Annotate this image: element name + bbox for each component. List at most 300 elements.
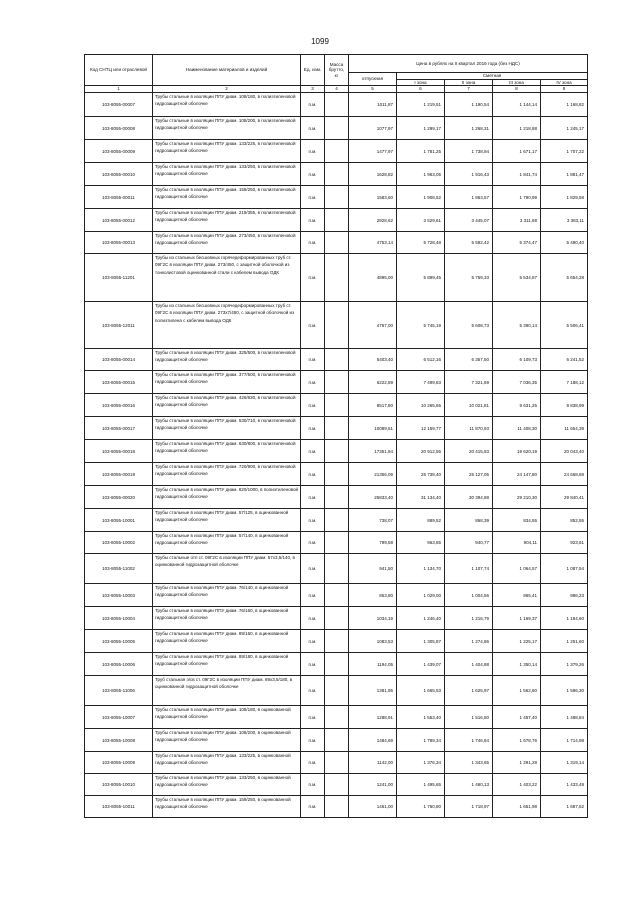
row-code: 103-8055-11006 <box>85 676 153 706</box>
row-unit: п.м. <box>301 532 325 554</box>
header-zone-3: III зона <box>493 79 541 86</box>
row-name <box>153 584 301 607</box>
header-estimate: Сметная <box>397 73 588 80</box>
row-name <box>153 394 301 417</box>
row-release-price: 799,58 <box>349 532 397 554</box>
row-mass <box>325 584 349 607</box>
row-name-text: Трубы стальные в изоляции ППУ диам. 108/180, в оцинкованной гидрозащитной оболочке <box>155 707 291 720</box>
row-name-text: Трубы стальные в изоляции ППУ диам. 108/200, в полиэтиленовой гидрозащитной оболочке <box>155 118 296 131</box>
row-zone-1-price: 1 553,40 <box>397 706 445 729</box>
table-row <box>85 302 588 349</box>
row-zone-2-price: 1 460,13 <box>445 774 493 796</box>
row-release-price: 2928,62 <box>349 209 397 232</box>
header-code: Код СНТЦ или отраслевой <box>85 55 153 86</box>
row-release-price: 25833,40 <box>349 486 397 509</box>
row-zone-1-price: 1 781,25 <box>397 140 445 163</box>
row-unit: п.м. <box>301 729 325 752</box>
header-mass: Масса брутто, кг <box>325 55 349 86</box>
row-code: 103-8055-00014 <box>85 349 153 371</box>
row-zone-4-price: 1 881,47 <box>541 163 588 186</box>
row-zone-2-price: 20 415,83 <box>445 440 493 463</box>
row-zone-1-price: 1 665,53 <box>397 676 445 706</box>
row-release-price: 10089,51 <box>349 417 397 440</box>
row-zone-3-price: 1 169,37 <box>493 607 541 630</box>
row-unit: п.м. <box>301 371 325 394</box>
row-unit: п.м. <box>301 653 325 676</box>
row-zone-1-price: 12 159,77 <box>397 417 445 440</box>
price-table <box>84 54 588 818</box>
row-unit: п.м. <box>301 140 325 163</box>
row-code: 103-8055-00017 <box>85 417 153 440</box>
table-body <box>85 93 588 818</box>
row-unit: п.м. <box>301 417 325 440</box>
table-row <box>85 729 588 752</box>
row-zone-2-price: 1 004,56 <box>445 584 493 607</box>
row-code: 103-8055-10008 <box>85 729 153 752</box>
row-mass <box>325 486 349 509</box>
row-zone-4-price: 852,55 <box>541 509 588 532</box>
row-unit: п.м. <box>301 349 325 371</box>
table-row <box>85 186 588 209</box>
column-number: 7 <box>445 86 493 93</box>
row-unit: п.м. <box>301 186 325 209</box>
row-name <box>153 653 301 676</box>
row-zone-1-price: 5 728,48 <box>397 232 445 254</box>
row-zone-3-price: 1 678,76 <box>493 729 541 752</box>
row-name <box>153 796 301 818</box>
row-zone-4-price: 1 707,22 <box>541 140 588 163</box>
row-release-price: 6222,89 <box>349 371 397 394</box>
row-zone-1-price: 1 439,07 <box>397 653 445 676</box>
row-code: 103-8055-00015 <box>85 371 153 394</box>
row-zone-4-price: 1 379,26 <box>541 653 588 676</box>
row-zone-4-price: 29 840,41 <box>541 486 588 509</box>
row-mass <box>325 653 349 676</box>
row-mass <box>325 254 349 302</box>
table-row <box>85 163 588 186</box>
row-release-price: 1034,19 <box>349 607 397 630</box>
row-zone-1-price: 1 299,17 <box>397 117 445 140</box>
row-release-price: 1241,00 <box>349 774 397 796</box>
row-zone-2-price: 1 404,88 <box>445 653 493 676</box>
row-name-text: Трубы из стальных бесшовных горячедеформированных труб ст. 09Г2С в изоляции ППУ диам. 273х7/450, с защитной оболочкой из полиэтилена с кабелем вывода ОДК <box>155 303 295 323</box>
table-row <box>85 752 588 774</box>
column-number: 9 <box>541 86 588 93</box>
row-zone-4-price: 986,23 <box>541 584 588 607</box>
row-mass <box>325 209 349 232</box>
row-mass <box>325 163 349 186</box>
table-row <box>85 463 588 486</box>
row-zone-3-price: 5 374,47 <box>493 232 541 254</box>
row-code: 103-8055-11002 <box>85 554 153 584</box>
table-row <box>85 607 588 630</box>
row-zone-1-price: 25 738,40 <box>397 463 445 486</box>
row-zone-1-price: 1 963,05 <box>397 163 445 186</box>
column-number: 3 <box>301 86 325 93</box>
row-zone-2-price: 1 718,97 <box>445 796 493 818</box>
row-code: 103-8055-00019 <box>85 463 153 486</box>
row-zone-4-price: 20 043,40 <box>541 440 588 463</box>
table-row <box>85 394 588 417</box>
row-code: 103-8055-00010 <box>85 163 153 186</box>
header-zone-2: II зона <box>445 79 493 86</box>
row-mass <box>325 729 349 752</box>
row-name <box>153 630 301 653</box>
row-name-text: Трубы стальные в изоляции ППУ диам. 57/140, в оцинкованной гидрозащитной оболочке <box>155 533 289 546</box>
row-zone-1-price: 1 246,40 <box>397 607 445 630</box>
row-mass <box>325 232 349 254</box>
row-release-price: 1484,69 <box>349 729 397 752</box>
row-zone-4-price: 5 654,28 <box>541 254 588 302</box>
table-row <box>85 232 588 254</box>
row-name <box>153 371 301 394</box>
row-code: 103-8055-00007 <box>85 93 153 117</box>
row-name <box>153 93 301 117</box>
row-release-price: 1142,00 <box>349 752 397 774</box>
row-zone-2-price: 1 746,84 <box>445 729 493 752</box>
column-number: 8 <box>493 86 541 93</box>
row-name-text: Трубы стальные в изоляции ППУ диам. 219/355, в полиэтиленовой гидрозащитной оболочке <box>155 210 296 223</box>
row-name <box>153 140 301 163</box>
row-unit: п.м. <box>301 584 325 607</box>
row-zone-3-price: 834,55 <box>493 509 541 532</box>
row-zone-2-price: 11 870,93 <box>445 417 493 440</box>
row-code: 103-8055-12011 <box>85 302 153 349</box>
row-name <box>153 349 301 371</box>
table-row <box>85 371 588 394</box>
row-unit: п.м. <box>301 394 325 417</box>
row-unit: п.м. <box>301 706 325 729</box>
row-zone-1-price: 6 512,16 <box>397 349 445 371</box>
row-zone-3-price: 5 534,87 <box>493 254 541 302</box>
row-unit: п.м. <box>301 254 325 302</box>
row-name <box>153 254 301 302</box>
row-zone-3-price: 904,11 <box>493 532 541 554</box>
row-code: 103-8055-00011 <box>85 186 153 209</box>
row-mass <box>325 463 349 486</box>
row-name <box>153 486 301 509</box>
row-zone-1-price: 963,65 <box>397 532 445 554</box>
row-zone-2-price: 1 216,79 <box>445 607 493 630</box>
row-zone-1-price: 10 265,65 <box>397 394 445 417</box>
row-zone-3-price: 1 218,88 <box>493 117 541 140</box>
row-release-price: 1583,60 <box>349 186 397 209</box>
row-zone-4-price: 1 087,54 <box>541 554 588 584</box>
header-release: отпускная <box>349 73 397 86</box>
row-release-price: 1083,53 <box>349 630 397 653</box>
header-zone-4: IV зона <box>541 79 588 86</box>
row-name-text: Трубы стальные в изоляции ППУ диам. 159/250, в оцинкованной гидрозащитной оболочке <box>155 797 291 810</box>
row-mass <box>325 394 349 417</box>
column-number: 4 <box>325 86 349 93</box>
row-unit: п.м. <box>301 232 325 254</box>
row-zone-2-price: 10 021,81 <box>445 394 493 417</box>
table-row <box>85 676 588 706</box>
row-zone-3-price: 11 408,30 <box>493 417 541 440</box>
table-row <box>85 93 588 117</box>
row-unit: п.м. <box>301 752 325 774</box>
row-mass <box>325 186 349 209</box>
row-name <box>153 607 301 630</box>
row-mass <box>325 554 349 584</box>
row-zone-4-price: 1 596,30 <box>541 676 588 706</box>
row-zone-4-price: 3 383,11 <box>541 209 588 232</box>
row-zone-3-price: 1 562,60 <box>493 676 541 706</box>
row-zone-1-price: 1 305,87 <box>397 630 445 653</box>
row-zone-1-price: 1 760,80 <box>397 796 445 818</box>
row-zone-3-price: 6 109,73 <box>493 349 541 371</box>
column-number: 6 <box>397 86 445 93</box>
row-zone-1-price: 1 376,34 <box>397 752 445 774</box>
row-name <box>153 232 301 254</box>
row-name <box>153 302 301 349</box>
row-zone-2-price: 1 863,57 <box>445 186 493 209</box>
row-release-price: 1011,87 <box>349 93 397 117</box>
row-unit: п.м. <box>301 486 325 509</box>
row-name-text: Трубы из стальных бесшовных горячедеформированных труб ст. 09Г2С в изоляции ППУ диам. 273/450, с защитной оболочкой из тонколистовой оцинкованной стали с кабелем вывода ОДК <box>155 255 292 275</box>
row-zone-2-price: 5 592,42 <box>445 232 493 254</box>
row-unit: п.м. <box>301 163 325 186</box>
row-name-text: Трубы стальные в изоляции ППУ диам. 720/900, в полиэтиленовой гидрозащитной оболочке <box>155 464 296 477</box>
row-code: 103-8055-00008 <box>85 117 153 140</box>
row-name <box>153 554 301 584</box>
row-zone-2-price: 7 321,69 <box>445 371 493 394</box>
table-row <box>85 796 588 818</box>
row-release-price: 1381,95 <box>349 676 397 706</box>
table-row <box>85 117 588 140</box>
row-zone-1-price: 1 908,52 <box>397 186 445 209</box>
row-zone-4-price: 1 194,60 <box>541 607 588 630</box>
column-number: 5 <box>349 86 397 93</box>
row-zone-1-price: 31 134,40 <box>397 486 445 509</box>
row-name-text: Трубы стальные в изоляции ППУ диам. 426/630, в полиэтиленовой гидрозащитной оболочке <box>155 395 296 408</box>
row-mass <box>325 676 349 706</box>
row-zone-3-price: 1 841,74 <box>493 163 541 186</box>
column-number-row <box>85 86 588 93</box>
row-mass <box>325 752 349 774</box>
table-row <box>85 440 588 463</box>
row-zone-4-price: 1 245,17 <box>541 117 588 140</box>
header-name: Наименование материалов и изделий <box>153 55 301 86</box>
row-unit: п.м. <box>301 630 325 653</box>
table-row <box>85 774 588 796</box>
row-name <box>153 676 301 706</box>
row-code: 103-8055-11201 <box>85 254 153 302</box>
row-name <box>153 163 301 186</box>
row-name-text: Трубы стальные в изоляции ППУ диам. 630/800, в полиэтиленовой гидрозащитной оболочке <box>155 441 296 454</box>
row-unit: п.м. <box>301 117 325 140</box>
row-zone-2-price: 1 738,94 <box>445 140 493 163</box>
row-unit: п.м. <box>301 93 325 117</box>
row-zone-2-price: 5 608,73 <box>445 302 493 349</box>
row-code: 103-8055-10003 <box>85 584 153 607</box>
row-zone-2-price: 1 107,74 <box>445 554 493 584</box>
row-name-text: Трубы стальные в изоляции ППУ диам. 108/180, в полиэтиленовой гидрозащитной оболочке <box>155 94 296 107</box>
header-unit: Ед. изм. <box>301 55 325 86</box>
row-release-price: 853,80 <box>349 584 397 607</box>
row-name <box>153 752 301 774</box>
row-mass <box>325 532 349 554</box>
row-zone-3-price: 29 210,30 <box>493 486 541 509</box>
row-zone-4-price: 24 668,68 <box>541 463 588 486</box>
row-zone-4-price: 923,61 <box>541 532 588 554</box>
row-zone-3-price: 965,41 <box>493 584 541 607</box>
row-name <box>153 532 301 554</box>
row-name-text: Трубы стальные в изоляции ППУ диам. 273/450, в полиэтиленовой гидрозащитной оболочке <box>155 233 296 246</box>
row-zone-3-price: 9 631,25 <box>493 394 541 417</box>
row-zone-3-price: 24 147,80 <box>493 463 541 486</box>
row-release-price: 21356,09 <box>349 463 397 486</box>
row-release-price: 1477,97 <box>349 140 397 163</box>
row-zone-2-price: 1 516,50 <box>445 706 493 729</box>
row-mass <box>325 774 349 796</box>
row-zone-2-price: 5 759,33 <box>445 254 493 302</box>
row-zone-1-price: 7 499,83 <box>397 371 445 394</box>
row-unit: п.м. <box>301 209 325 232</box>
row-zone-3-price: 1 291,28 <box>493 752 541 774</box>
row-zone-1-price: 1 134,70 <box>397 554 445 584</box>
row-name-text: Трубы стальные в изоляции ППУ диам. 377/500, в полиэтиленовой гидрозащитной оболочке <box>155 372 296 385</box>
table-row <box>85 254 588 302</box>
row-code: 103-8055-00009 <box>85 140 153 163</box>
row-zone-4-price: 1 251,60 <box>541 630 588 653</box>
row-zone-3-price: 1 651,98 <box>493 796 541 818</box>
row-code: 103-8055-00016 <box>85 394 153 417</box>
row-name-text: Трубы стальные в изоляции ППУ диам. 159/250, в полиэтиленовой гидрозащитной оболочке <box>155 187 296 200</box>
row-zone-3-price: 1 790,99 <box>493 186 541 209</box>
table-row <box>85 706 588 729</box>
row-code: 103-8055-00013 <box>85 232 153 254</box>
row-zone-3-price: 1 403,22 <box>493 774 541 796</box>
row-zone-4-price: 11 654,39 <box>541 417 588 440</box>
row-zone-1-price: 20 912,56 <box>397 440 445 463</box>
row-name <box>153 417 301 440</box>
row-code: 103-8055-10009 <box>85 752 153 774</box>
row-unit: п.м. <box>301 676 325 706</box>
row-code: 103-8055-10001 <box>85 509 153 532</box>
table-row <box>85 509 588 532</box>
row-release-price: 1194,05 <box>349 653 397 676</box>
page-number: 1099 <box>311 37 329 46</box>
row-name-text: Трубы стальные в изоляции ППУ диам. 530/710, в полиэтиленовой гидрозащитной оболочке <box>155 418 296 431</box>
row-zone-2-price: 868,39 <box>445 509 493 532</box>
row-name <box>153 186 301 209</box>
row-release-price: 5403,40 <box>349 349 397 371</box>
row-zone-4-price: 1 168,82 <box>541 93 588 117</box>
row-release-price: 4895,00 <box>349 254 397 302</box>
row-code: 103-8055-10002 <box>85 532 153 554</box>
row-mass <box>325 371 349 394</box>
row-release-price: 738,07 <box>349 509 397 532</box>
row-zone-1-price: 1 029,00 <box>397 584 445 607</box>
row-release-price: 941,50 <box>349 554 397 584</box>
row-zone-2-price: 1 343,65 <box>445 752 493 774</box>
table-row <box>85 630 588 653</box>
row-name <box>153 117 301 140</box>
row-zone-3-price: 1 225,17 <box>493 630 541 653</box>
row-name-text: Трубы стальные в изоляции ППУ диам. 133/225, в оцинкованной гидрозащитной оболочке <box>155 753 291 766</box>
table-row <box>85 584 588 607</box>
row-code: 103-8055-10007 <box>85 706 153 729</box>
row-zone-3-price: 5 390,14 <box>493 302 541 349</box>
row-mass <box>325 417 349 440</box>
row-name <box>153 729 301 752</box>
row-zone-4-price: 6 241,52 <box>541 349 588 371</box>
row-name-text: Трубы стальные в изоляции ППУ диам. 57/125, в оцинкованной гидрозащитной оболочке <box>155 510 289 523</box>
table-row <box>85 417 588 440</box>
row-unit: п.м. <box>301 509 325 532</box>
row-zone-3-price: 7 036,35 <box>493 371 541 394</box>
row-zone-2-price: 1 625,97 <box>445 676 493 706</box>
row-release-price: 8517,80 <box>349 394 397 417</box>
row-name-text: Трубы стальные в изоляции ППУ диам. 89/160, в оцинкованной гидрозащитной оболочке <box>155 631 289 644</box>
row-name-text: Трубы стальные отп ст. 09Г2С в изоляции ППУ диам. 57х3,5/140, в оцинкованной гидрозащитной оболочке <box>155 555 295 568</box>
row-code: 103-8055-00012 <box>85 209 153 232</box>
row-release-price: 1461,00 <box>349 796 397 818</box>
row-release-price: 4753,14 <box>349 232 397 254</box>
row-zone-2-price: 25 127,05 <box>445 463 493 486</box>
row-zone-4-price: 7 188,12 <box>541 371 588 394</box>
table-row <box>85 209 588 232</box>
table-row <box>85 140 588 163</box>
row-release-price: 17351,94 <box>349 440 397 463</box>
row-name <box>153 706 301 729</box>
row-zone-4-price: 1 829,58 <box>541 186 588 209</box>
row-code: 103-8055-10011 <box>85 796 153 818</box>
row-code: 103-8055-10006 <box>85 653 153 676</box>
row-name-text: Трубы стальные в изоляции ППУ диам. 76/160, в оцинкованной гидрозащитной оболочке <box>155 608 289 621</box>
table-row <box>85 532 588 554</box>
row-zone-2-price: 940,77 <box>445 532 493 554</box>
row-unit: п.м. <box>301 463 325 486</box>
row-zone-2-price: 1 916,43 <box>445 163 493 186</box>
row-zone-4-price: 5 490,40 <box>541 232 588 254</box>
row-name <box>153 774 301 796</box>
row-mass <box>325 349 349 371</box>
row-zone-4-price: 1 488,84 <box>541 706 588 729</box>
column-number: 2 <box>153 86 301 93</box>
row-zone-4-price: 1 319,14 <box>541 752 588 774</box>
row-code: 103-8055-10005 <box>85 630 153 653</box>
row-zone-2-price: 3 445,07 <box>445 209 493 232</box>
row-zone-4-price: 1 687,62 <box>541 796 588 818</box>
row-unit: п.м. <box>301 774 325 796</box>
table-row <box>85 554 588 584</box>
row-mass <box>325 140 349 163</box>
row-mass <box>325 607 349 630</box>
row-mass <box>325 440 349 463</box>
row-mass <box>325 706 349 729</box>
row-unit: п.м. <box>301 607 325 630</box>
row-release-price: 1288,91 <box>349 706 397 729</box>
row-zone-2-price: 6 357,50 <box>445 349 493 371</box>
row-unit: п.м. <box>301 796 325 818</box>
row-name-text: Трубы стальные в изоляции ППУ диам. 76/140, в оцинкованной гидрозащитной оболочке <box>155 585 289 598</box>
row-zone-3-price: 1 350,14 <box>493 653 541 676</box>
row-zone-4-price: 9 838,99 <box>541 394 588 417</box>
row-zone-3-price: 3 311,68 <box>493 209 541 232</box>
row-zone-2-price: 1 274,86 <box>445 630 493 653</box>
row-mass <box>325 93 349 117</box>
row-zone-3-price: 19 620,19 <box>493 440 541 463</box>
row-unit: п.м. <box>301 440 325 463</box>
row-code: 103-8055-00018 <box>85 440 153 463</box>
row-zone-3-price: 1 064,57 <box>493 554 541 584</box>
row-zone-1-price: 3 529,61 <box>397 209 445 232</box>
row-release-price: 4767,00 <box>349 302 397 349</box>
row-zone-4-price: 1 433,48 <box>541 774 588 796</box>
row-name-text: Трубы стальные в изоляции ППУ диам. 133/225, в полиэтиленовой гидрозащитной оболочке <box>155 141 296 154</box>
